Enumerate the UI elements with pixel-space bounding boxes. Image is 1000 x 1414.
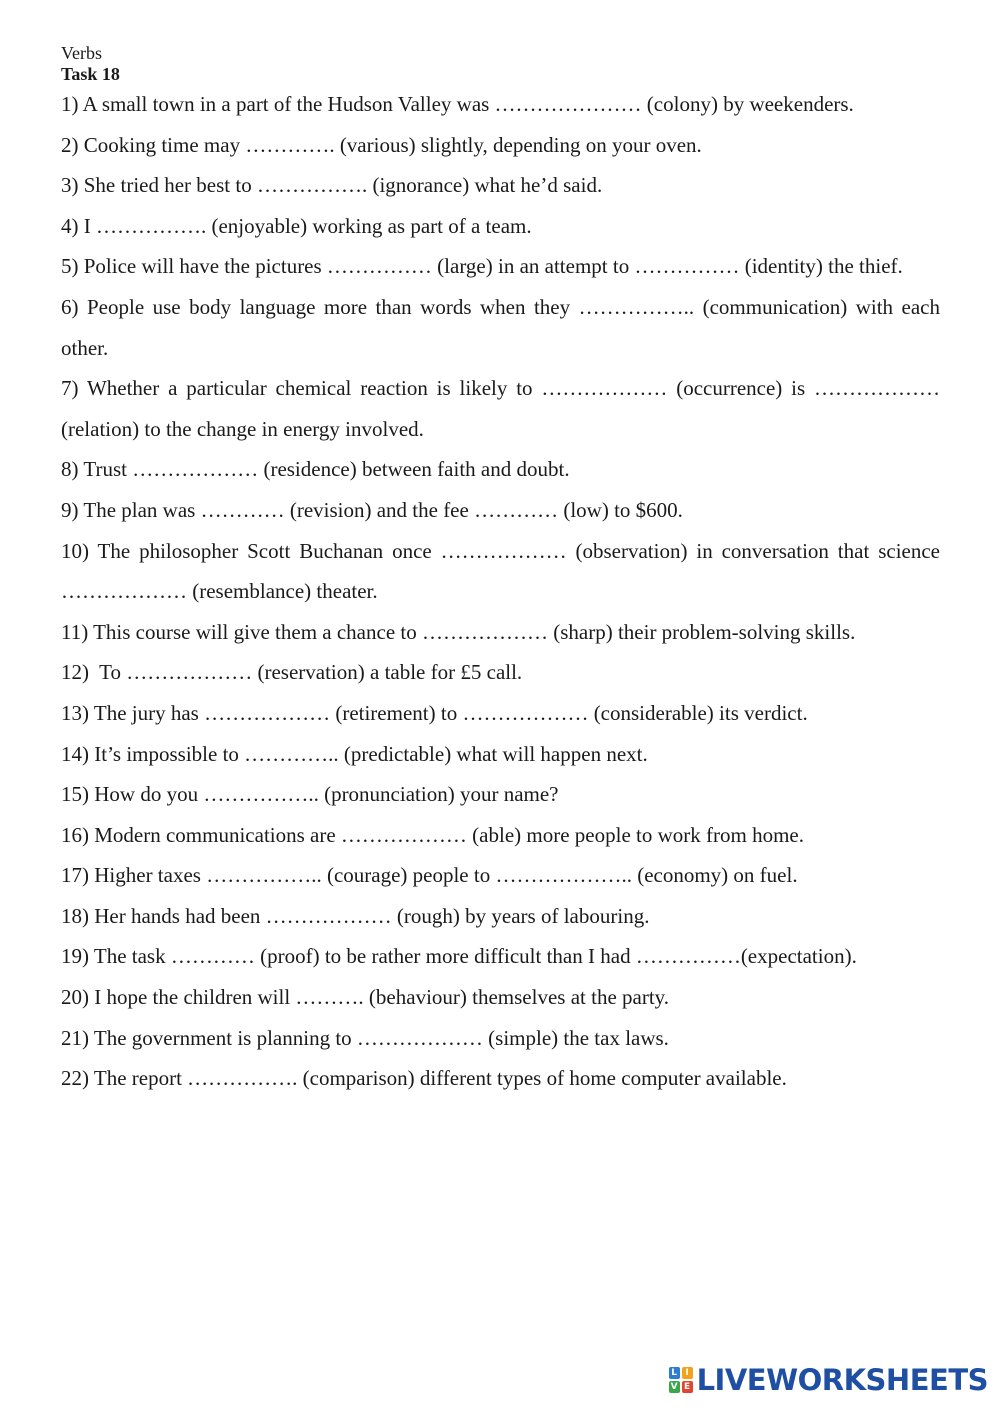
exercise-item: 20) I hope the children will ………. (behaviour) themselves at the party. <box>61 985 670 1010</box>
exercise-item: 7) Whether a particular chemical reaction is likely to ……………… (occurrence) is ……………… (relation) to the change in energy involved. <box>61 376 946 441</box>
exercise-item: 4) I ……………. (enjoyable) working as part of a team. <box>61 213 532 238</box>
liveworksheets-logo-icon <box>669 1367 693 1393</box>
exercise-item: 9) The plan was ………… (revision) and the fee ………… (low) to $600. <box>61 497 683 522</box>
section-label: Verbs <box>61 43 102 63</box>
exercise-item: 10) The philosopher Scott Buchanan once ……………… (observation) in conversation that science ……………… (resemblance) theater. <box>61 538 946 604</box>
exercise-item: 3) She tried her best to ……………. (ignorance) what he’d said. <box>61 173 603 198</box>
logo-tile: V <box>669 1381 680 1393</box>
exercise-item: 19) The task ………… (proof) to be rather more difficult than I had ……………(expectation). <box>61 944 857 969</box>
exercise-item: 15) How do you …………….. (pronunciation) your name? <box>61 782 559 807</box>
brand-text: LIVEWORKSHEETS <box>696 1363 988 1397</box>
logo-tile: E <box>682 1381 693 1393</box>
exercise-item: 6) People use body language more than words when they …………….. (communication) with each other. <box>61 294 946 360</box>
exercise-item: 16) Modern communications are ……………… (able) more people to work from home. <box>61 822 804 847</box>
liveworksheets-brand <box>669 1363 988 1397</box>
exercise-item: 21) The government is planning to ……………… (simple) the tax laws. <box>61 1025 669 1050</box>
exercise-list <box>61 84 946 1099</box>
exercise-item: 12) To ……………… (reservation) a table for £5 call. <box>61 660 523 685</box>
exercise-item: 17) Higher taxes …………….. (courage) people to ……………….. (economy) on fuel. <box>61 863 798 888</box>
exercise-item: 11) This course will give them a chance to ……………… (sharp) their problem-solving skills. <box>61 619 856 644</box>
exercise-item: 2) Cooking time may …………. (various) slightly, depending on your oven. <box>61 132 702 157</box>
logo-tile: L <box>669 1367 680 1379</box>
worksheet-page <box>61 42 946 1099</box>
exercise-item: 14) It’s impossible to ………….. (predictable) what will happen next. <box>61 741 648 766</box>
exercise-item: 8) Trust ……………… (residence) between faith and doubt. <box>61 457 570 482</box>
exercise-item: 18) Her hands had been ……………… (rough) by years of labouring. <box>61 903 650 928</box>
task-title: Task 18 <box>61 64 120 84</box>
exercise-item: 1) A small town in a part of the Hudson Valley was ………………… (colony) by weekenders. <box>61 92 854 116</box>
exercise-item: 22) The report ……………. (comparison) different types of home computer available. <box>61 1066 787 1091</box>
exercise-item: 5) Police will have the pictures …………… (large) in an attempt to …………… (identity) the thief. <box>61 254 903 279</box>
exercise-item: 13) The jury has ……………… (retirement) to ……………… (considerable) its verdict. <box>61 700 808 725</box>
logo-tile: I <box>682 1367 693 1379</box>
